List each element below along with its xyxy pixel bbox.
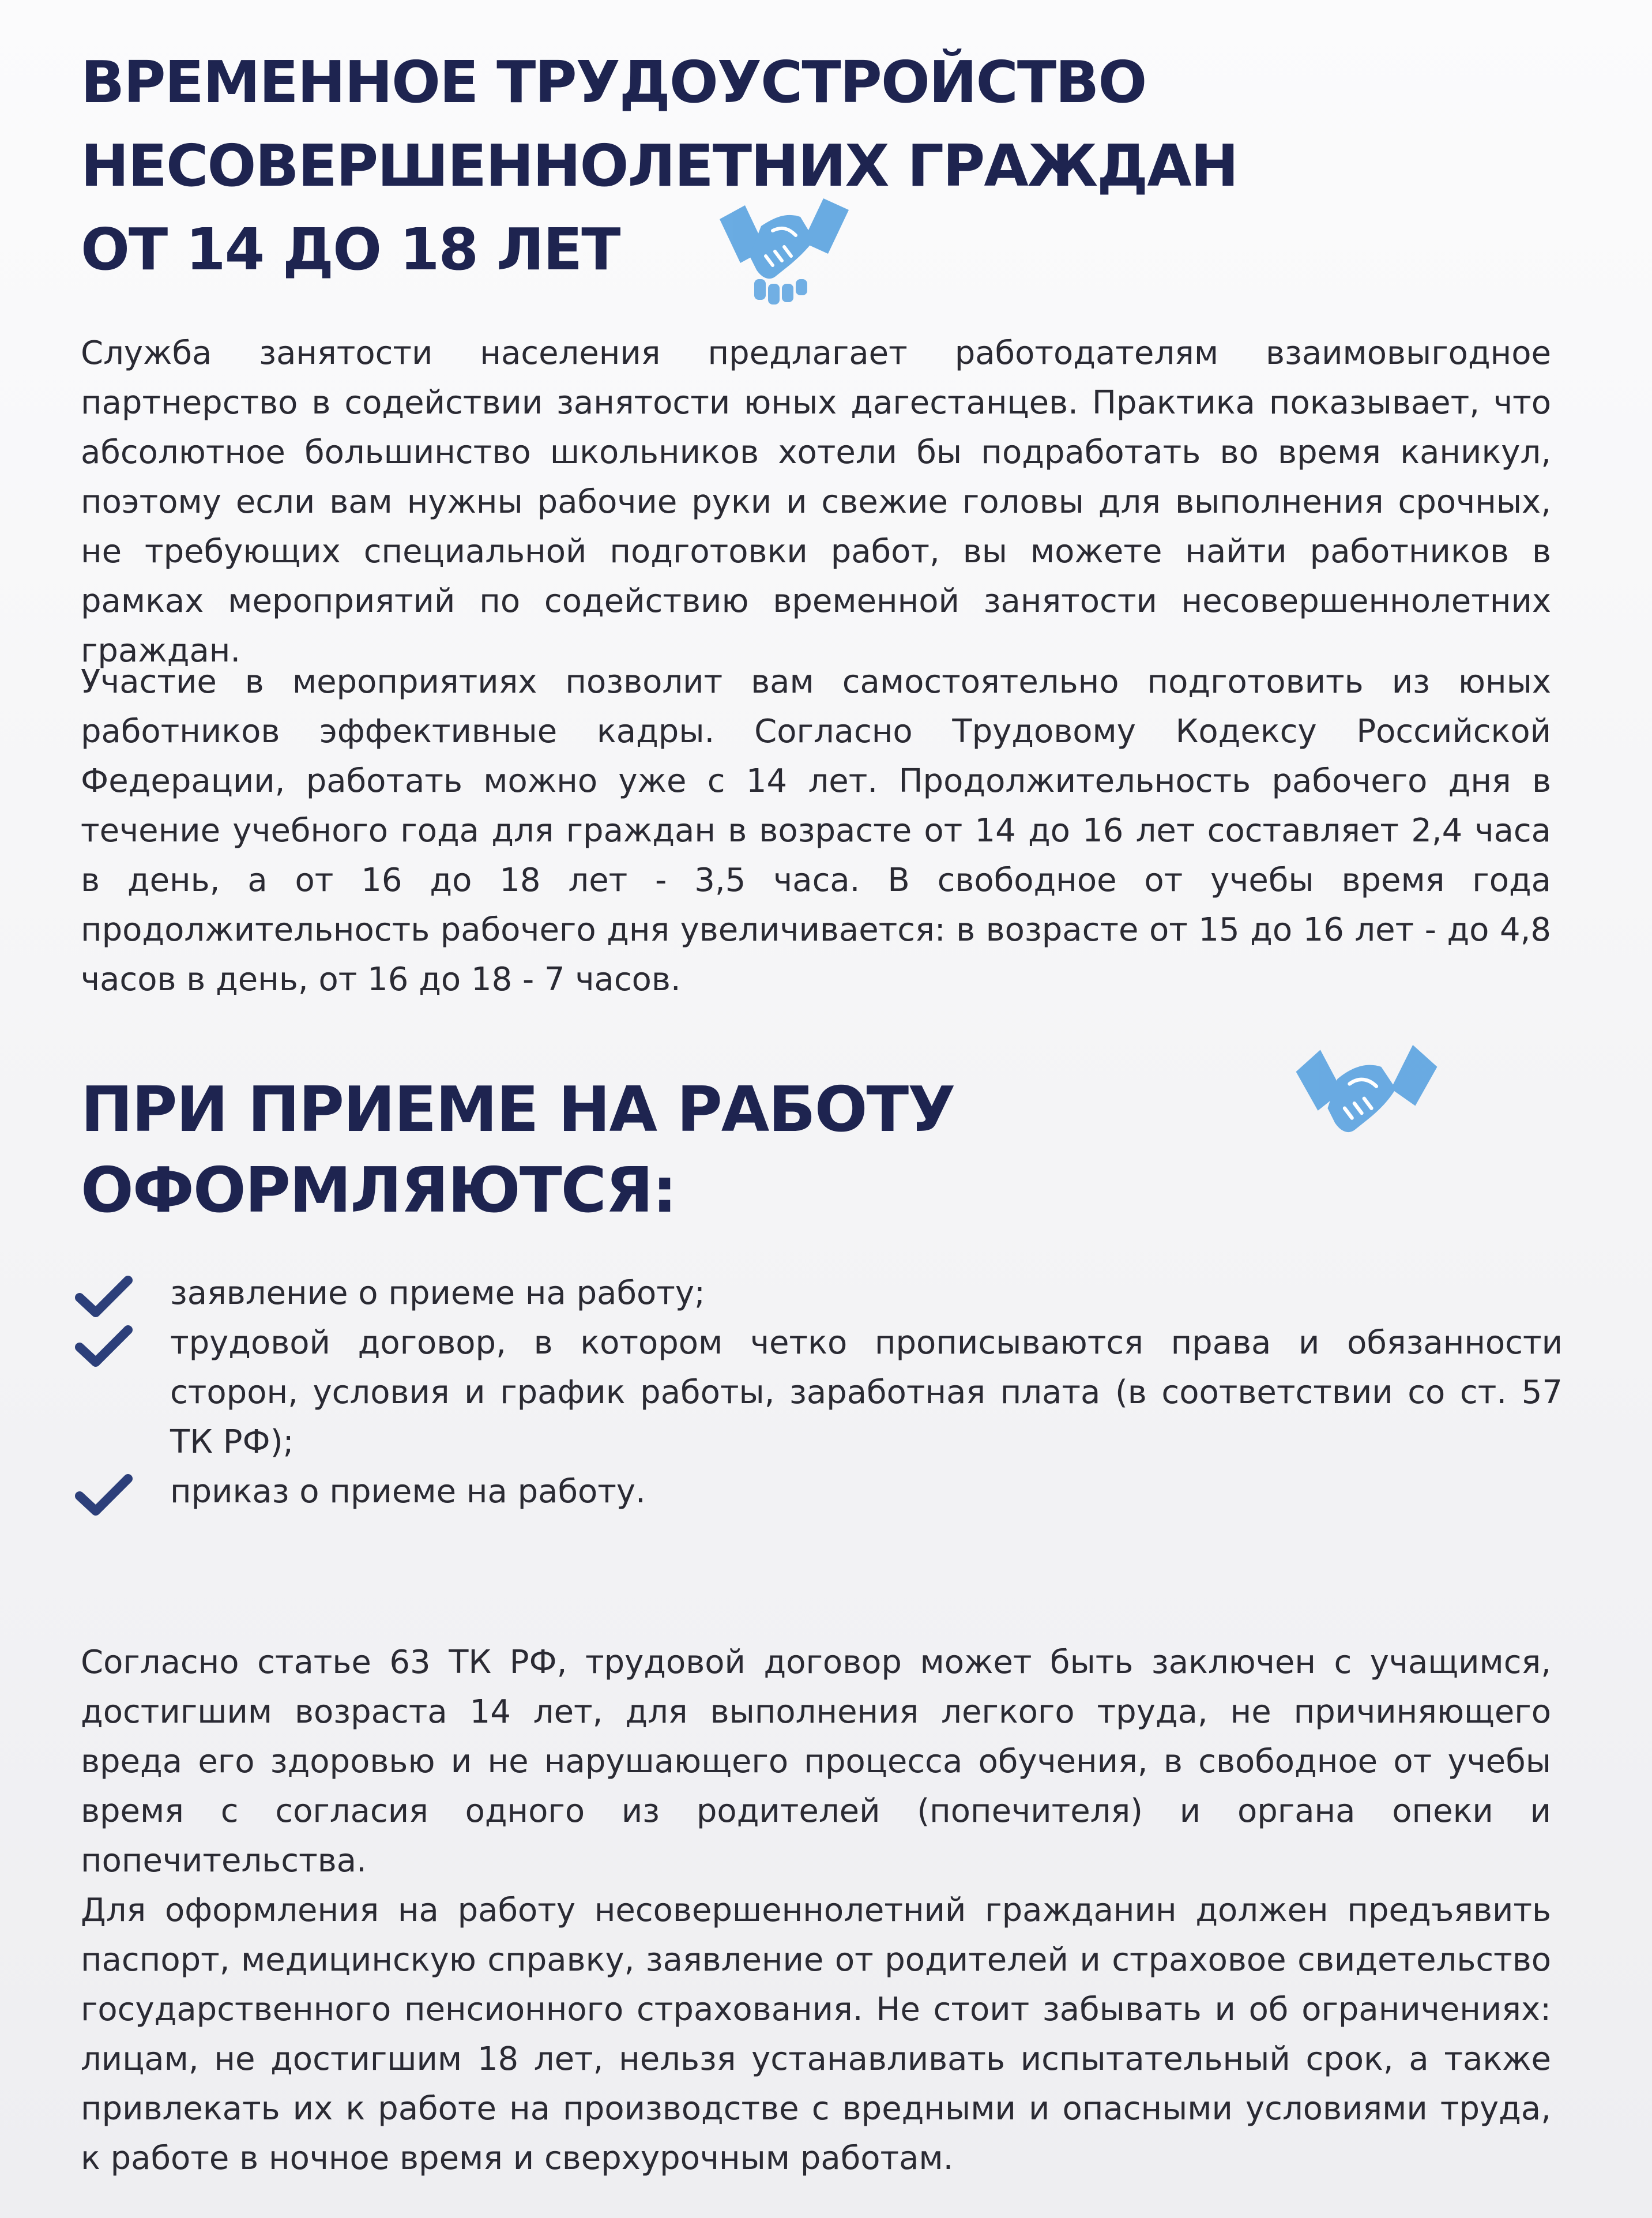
documents-heading-line-2: ОФОРМЛЯЮТСЯ: bbox=[81, 1155, 676, 1227]
documents-heading-line-1: ПРИ ПРИЕМЕ НА РАБОТУ bbox=[81, 1074, 955, 1146]
checkmark-icon bbox=[75, 1473, 133, 1519]
checkmark-icon bbox=[75, 1324, 133, 1370]
list-item bbox=[75, 1269, 1563, 1318]
main-heading-line-1: ВРЕМЕННОЕ ТРУДОУСТРОЙСТВО bbox=[81, 48, 1146, 116]
main-heading bbox=[81, 40, 1237, 291]
main-heading-line-3: ОТ 14 ДО 18 ЛЕТ bbox=[81, 216, 620, 283]
list-item-text: приказ о приеме на работу. bbox=[170, 1473, 646, 1510]
list-item bbox=[75, 1318, 1563, 1467]
documents-heading bbox=[81, 1070, 954, 1231]
intro-paragraph-1: Служба занятости населения предлагает работодателям взаимовыгодное партнерство в содействии занятости юных дагестанцев. Практика показывает, что абсолютное большинство школьников хотели бы подработать во время каникул, поэтому если вам нужны рабочие руки и свежие головы для выполнения срочных, не требующих специальной подготовки работ, вы можете найти работников в рамках мероприятий по содействию временной занятости несовершеннолетних граждан. bbox=[81, 334, 1551, 670]
list-item bbox=[75, 1467, 1563, 1517]
handshake-icon bbox=[1292, 1035, 1442, 1145]
documents-list bbox=[75, 1269, 1563, 1517]
checkmark-icon bbox=[75, 1275, 133, 1321]
intro-paragraph-2: Участие в мероприятиях позволит вам самостоятельно подготовить из юных работников эффективные кадры. Согласно Трудовому Кодексу Российской Федерации, работать можно уже с 14 лет. Продолжительность рабочего дня в течение учебного года для граждан в возрасте от 14 до 16 лет составляет 2,4 часа в день, а от 16 до 18 лет - 3,5 часа. В свободное от учебы время года продолжительность рабочего дня увеличивается: в возрасте от 15 до 16 лет - до 4,8 часов в день, от 16 до 18 - 7 часов. bbox=[81, 663, 1551, 998]
list-item-text: трудовой договор, в котором четко прописываются права и обязанности сторон, условия и график работы, заработная плата (в соответствии со ст. 57 ТК РФ); bbox=[170, 1324, 1563, 1461]
handshake-icon bbox=[715, 185, 853, 311]
outro-paragraph-2: Для оформления на работу несовершеннолетний гражданин должен предъявить паспорт, медицинскую справку, заявление от родителей и страховое свидетельство государственного пенсионного страхования. Не стоит забывать и об ограничениях: лицам, не достигшим 18 лет, нельзя устанавливать испытательный срок, а также привлекать их к работе на производстве с вредными и опасными условиями труда, к работе в ночное время и сверхурочным работам. bbox=[81, 1892, 1551, 2177]
outro-paragraph-1: Согласно статье 63 ТК РФ, трудовой договор может быть заключен с учащимся, достигшим возраста 14 лет, для выполнения легкого труда, не причиняющего вреда его здоровью и не нарушающего процесса обучения, в свободное от учебы время с согласия одного из родителей (попечителя) и органа опеки и попечительства. bbox=[81, 1644, 1551, 1879]
main-heading-line-2: НЕСОВЕРШЕННОЛЕТНИХ ГРАЖДАН bbox=[81, 132, 1238, 200]
list-item-text: заявление о приеме на работу; bbox=[170, 1275, 705, 1312]
